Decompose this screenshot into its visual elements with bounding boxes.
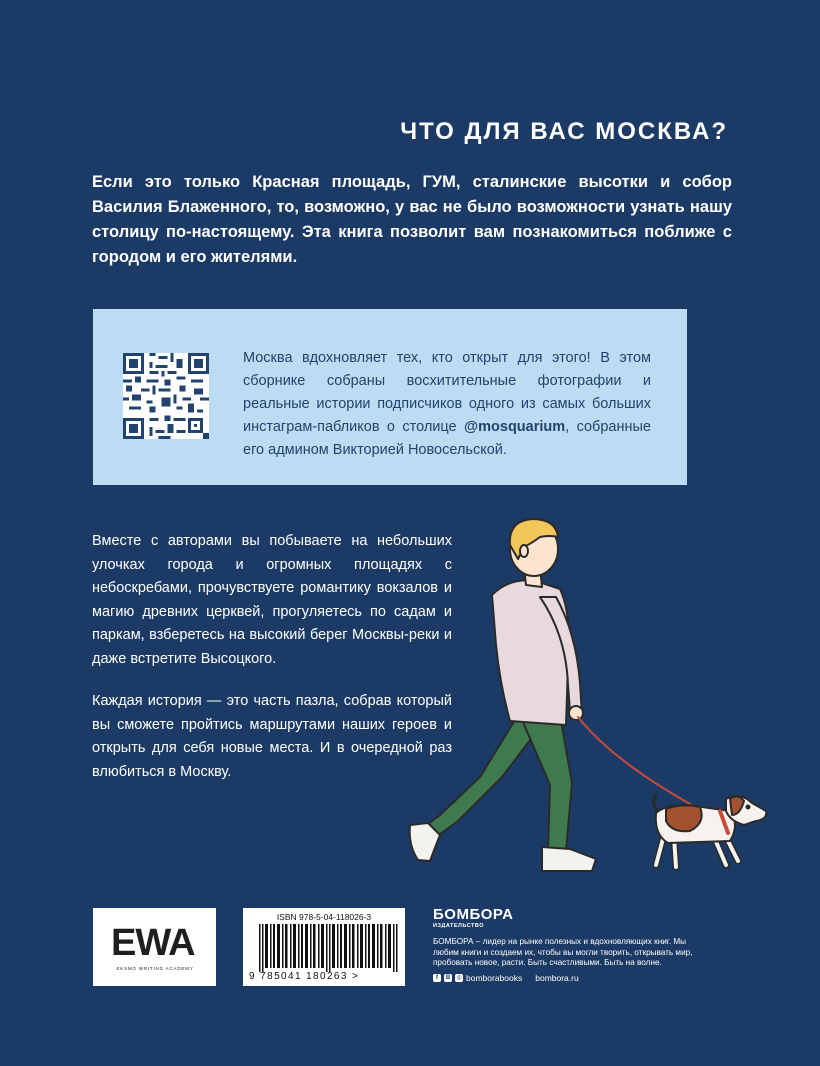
cover-title: ЧТО ДЛЯ ВАС МОСКВА? — [400, 118, 728, 145]
qr-code-icon — [123, 353, 209, 439]
publisher-social — [433, 973, 579, 983]
body-paragraph-1: Вместе с авторами вы побываете на небольших улочках города и огромных площадях с небоскребами, прочувствуете романтику вокзалов и магию древних церквей, прогуляетесь по садам и паркам, взберетесь на высокий берег Москвы-реки и даже встретите Высоцкого. — [92, 533, 452, 667]
facebook-icon: f — [433, 974, 441, 982]
ewa-subtitle: EKSMO WRITING ACADEMY — [116, 966, 194, 971]
social-handle: bomborabooks — [466, 973, 523, 983]
barcode-icon — [259, 924, 399, 972]
instagram-icon: ◎ — [456, 975, 462, 981]
ewa-logo: EWA — [111, 922, 195, 964]
ewa-logo-panel — [93, 908, 216, 986]
body-paragraph-2: Каждая история — это часть пазла, собрав который вы сможете пройтись маршрутами наших героев и открыть для себя новые места. И в очередной раз влюбиться в Москву. — [92, 693, 452, 780]
isbn-label: ISBN 978-5-04-118026-3 — [276, 912, 372, 922]
isbn-barcode-panel — [243, 908, 405, 986]
info-box — [93, 309, 687, 485]
publisher-name: БОМБОРА — [433, 906, 514, 923]
man-walking-dog-illustration — [400, 515, 780, 885]
lead-paragraph: Если это только Красная площадь, ГУМ, сталинские высотки и собор Василия Блаженного, то, возможно, у вас не было возможности узнать нашу столицу по-настоящему. Эта книга позволит вам познакомиться поближе с городом и его жителями. — [92, 173, 732, 266]
publisher-subtitle: ИЗДАТЕЛЬСТВО — [433, 923, 485, 929]
isbn-digits: 9 785041 180263 > — [249, 971, 360, 982]
publisher-description: БОМБОРА – лидер на рынке полезных и вдохновляющих книг. Мы любим книги и создаем их, чтобы вы могли творить, открывать мир, пробовать новое, расти. Быть счастливыми. Быть на волне. — [433, 937, 693, 967]
instagram-handle: @mosquarium — [464, 419, 566, 435]
vk-icon: B — [445, 975, 451, 981]
info-box-text: Москва вдохновляет тех, кто открыт для этого! В этом сборнике собраны восхитительные фотографии и реальные истории подписчиков одного из самых больших инстаграм-пабликов о столице @mosquarium, собранные его админом Викторией Новосельской. — [243, 350, 651, 458]
publisher-site: bombora.ru — [535, 973, 579, 983]
